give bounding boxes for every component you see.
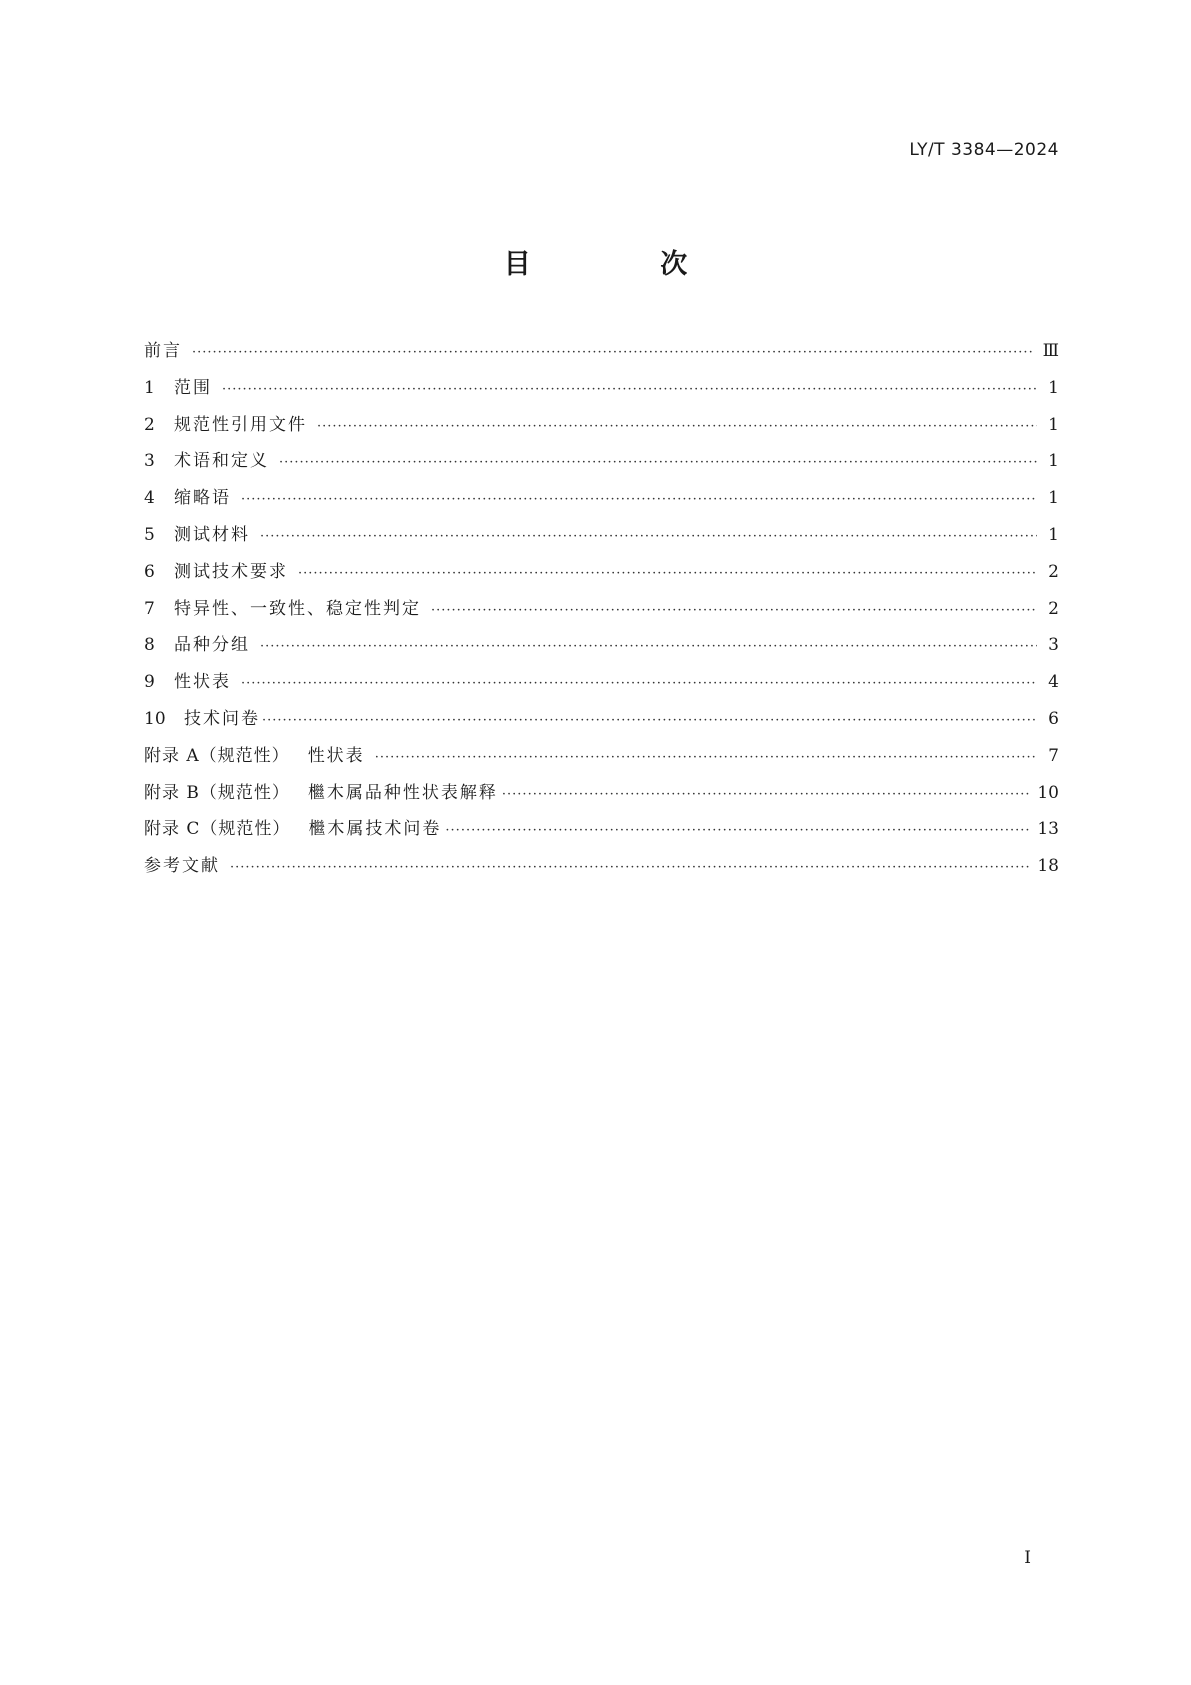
toc-entry-9[interactable]	[144, 667, 1059, 704]
dot-leader	[279, 455, 1037, 470]
dot-leader	[222, 382, 1037, 397]
toc-entry-annex-c[interactable]	[144, 814, 1059, 851]
toc-entry-page: 13	[1037, 819, 1059, 840]
dot-leader	[241, 676, 1037, 691]
toc-entry-5[interactable]	[144, 520, 1059, 557]
toc-entry-page: 2	[1048, 598, 1059, 619]
toc-entry-page: 2	[1048, 561, 1059, 582]
toc-entry-page: 4	[1048, 672, 1059, 693]
dot-leader	[260, 639, 1037, 654]
dot-leader	[192, 345, 1035, 360]
toc-entry-page: 1	[1048, 488, 1059, 509]
toc-entry-title: 缩略语	[174, 488, 231, 509]
dot-leader	[262, 713, 1037, 728]
toc-entry-title: 品种分组	[174, 635, 250, 656]
toc-entry-number: 1	[144, 377, 155, 398]
dot-leader	[445, 823, 1029, 838]
toc-entry-title: 术语和定义	[174, 451, 269, 472]
toc-entry-10[interactable]	[144, 704, 1059, 741]
dot-leader	[502, 787, 1029, 802]
toc-entry-foreword[interactable]	[144, 336, 1059, 373]
toc-entry-number: 6	[144, 561, 155, 582]
toc-entry-page: 1	[1048, 451, 1059, 472]
toc-entry-number: 4	[144, 488, 155, 509]
dot-leader	[431, 603, 1037, 618]
toc-entry-number: 3	[144, 451, 155, 472]
toc-entry-page: 1	[1048, 524, 1059, 545]
toc-entry-page: 7	[1048, 745, 1059, 766]
toc-entry-number: 5	[144, 524, 155, 545]
toc-entry-7[interactable]	[144, 594, 1059, 631]
toc-entry-title: 性状表	[307, 745, 365, 766]
toc-entry-page: 10	[1037, 782, 1059, 803]
toc-annex-label: 附录 B（规范性）	[144, 782, 290, 803]
toc-annex-label: 附录 A（规范性）	[144, 745, 290, 766]
toc-entry-title: 测试材料	[174, 524, 250, 545]
toc-entry-annex-a[interactable]	[144, 741, 1059, 778]
toc-entry-number: 7	[144, 598, 155, 619]
toc-entry-page: 1	[1048, 377, 1059, 398]
toc-entry-number: 8	[144, 635, 155, 656]
toc-entry-title: 测试技术要求	[174, 561, 288, 582]
toc-entry-number: 2	[144, 414, 155, 435]
toc-entry-title: 性状表	[174, 672, 231, 693]
toc-entry-annex-b[interactable]	[144, 778, 1059, 815]
toc-entry-page: Ⅲ	[1042, 341, 1059, 361]
toc-entry-title: 技术问卷	[184, 708, 260, 729]
toc-entry-page: 3	[1048, 635, 1059, 656]
page-title: 目 次	[503, 249, 748, 280]
toc-entry-page: 6	[1048, 708, 1059, 729]
toc-entry-3[interactable]	[144, 446, 1059, 483]
toc-entry-1[interactable]	[144, 373, 1059, 410]
dot-leader	[375, 750, 1037, 765]
dot-leader	[317, 419, 1037, 434]
table-of-contents	[144, 336, 1059, 888]
toc-entry-title: 范围	[174, 377, 212, 398]
toc-entry-title: 规范性引用文件	[174, 414, 307, 435]
toc-entry-references[interactable]	[144, 851, 1059, 888]
dot-leader	[241, 492, 1037, 507]
toc-entry-2[interactable]	[144, 410, 1059, 447]
toc-entry-title: 特异性、一致性、稳定性判定	[174, 598, 421, 619]
toc-entry-number: 10	[144, 708, 166, 729]
dot-leader	[260, 529, 1037, 544]
standard-code: LY/T 3384—2024	[909, 140, 1059, 160]
page-number: I	[1024, 1548, 1031, 1568]
toc-entry-6[interactable]	[144, 557, 1059, 594]
toc-annex-label: 附录 C（规范性）	[144, 819, 291, 840]
toc-entry-title: 前言	[144, 341, 182, 361]
toc-entry-title: 檵木属技术问卷	[308, 819, 442, 840]
toc-entry-page: 18	[1037, 856, 1059, 877]
dot-leader	[298, 566, 1037, 581]
toc-entry-title: 檵木属品种性状表解释	[307, 782, 498, 803]
toc-entry-page: 1	[1048, 414, 1059, 435]
dot-leader	[230, 860, 1029, 875]
toc-entry-title: 参考文献	[144, 856, 220, 877]
toc-entry-8[interactable]	[144, 630, 1059, 667]
toc-entry-4[interactable]	[144, 483, 1059, 520]
toc-entry-number: 9	[144, 672, 155, 693]
